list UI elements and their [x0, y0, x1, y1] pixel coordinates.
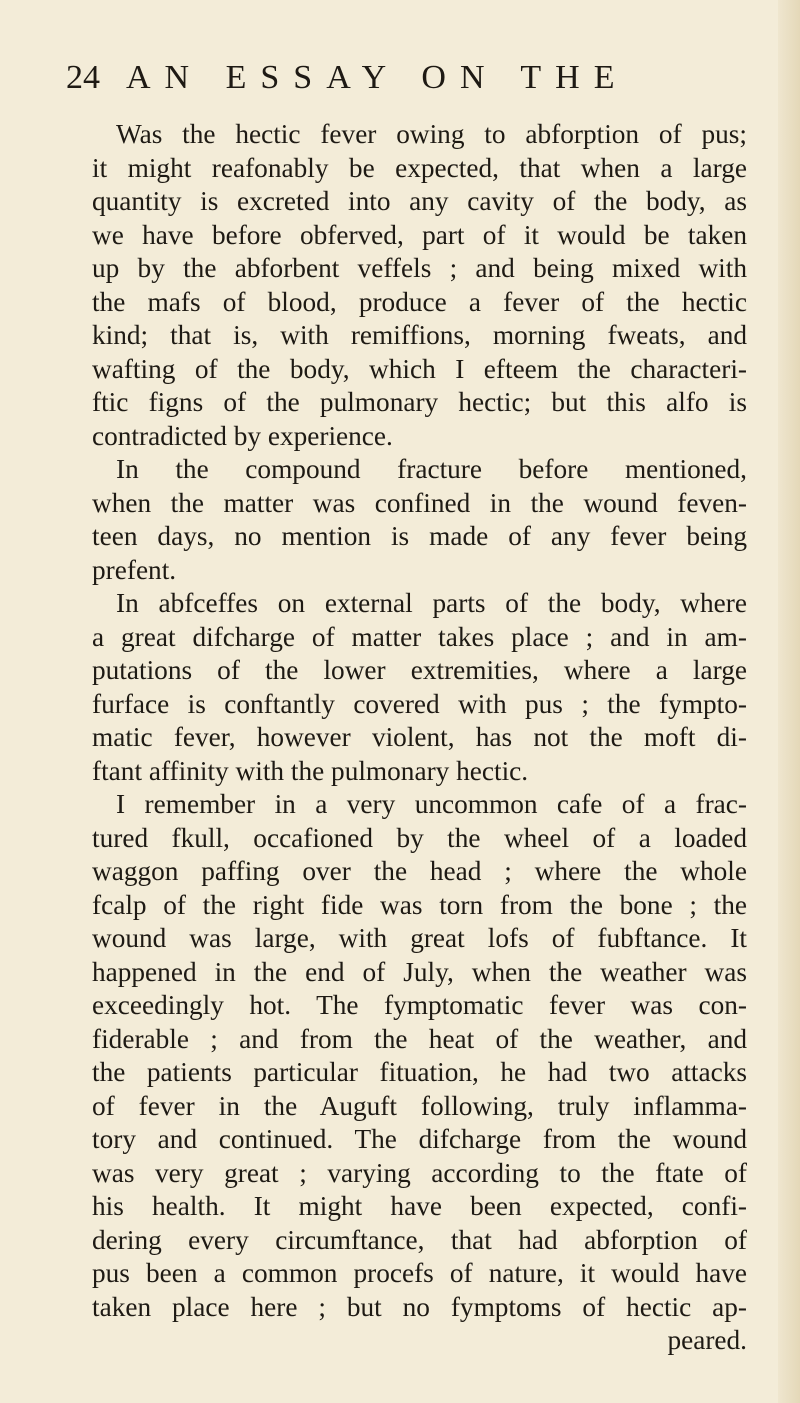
- text-line: ftant affinity with the pulmonary hectic.: [92, 755, 529, 786]
- text-line: a great difcharge of matter takes place ; and in am-: [92, 621, 747, 652]
- text-line: up by the abforbent veffels ; and being mixed with: [92, 253, 747, 283]
- paragraph: [92, 587, 747, 788]
- text-line: matic fever, however violent, has not the moft di-: [92, 722, 747, 752]
- text-line: wound was large, with great lofs of fubftance. It: [92, 923, 747, 953]
- text-line: Was the hectic fever owing to abforption of pus;: [116, 119, 747, 149]
- text-line: furface is conftantly covered with pus ; the fympto-: [92, 688, 747, 719]
- text-line: prefent.: [92, 554, 177, 585]
- text-line: we have before obferved, part of it would be taken: [92, 219, 747, 250]
- text-line: ftic figns of the pulmonary hectic; but this alfo is: [92, 387, 747, 417]
- text-line: pus been a common procefs of nature, it would have: [92, 1258, 747, 1288]
- text-line: peared.: [667, 1325, 747, 1355]
- text-line: wafting of the body, which I efteem the characteri-: [92, 353, 747, 384]
- text-line: it might reafonably be expected, that when a large: [92, 152, 747, 183]
- text-line: contradicted by experience.: [92, 420, 393, 451]
- paragraph: [92, 453, 747, 587]
- text-line: tured fkull, occafioned by the wheel of a loaded: [92, 822, 747, 853]
- paragraph: [92, 788, 747, 1358]
- text-line: fcalp of the right fide was torn from the bone ; the: [92, 889, 747, 920]
- text-line: In the compound fracture before mentioned,: [116, 454, 747, 484]
- text-line: waggon paffing over the head ; where the whole: [92, 856, 747, 886]
- text-line: teen days, no mention is made of any fever being: [92, 521, 747, 551]
- text-line: kind; that is, with remiffions, morning fweats, and: [92, 320, 747, 350]
- text-line: In abfceffes on external parts of the body, where: [116, 588, 747, 618]
- text-line: fiderable ; and from the heat of the weather, and: [92, 1023, 747, 1054]
- text-line: putations of the lower extremities, where a large: [92, 655, 747, 685]
- text-line: happened in the end of July, when the weather was: [92, 956, 747, 987]
- page-number: 24: [66, 59, 100, 96]
- page-edge: [778, 0, 800, 1403]
- text-line: quantity is excreted into any cavity of the body, as: [92, 186, 747, 216]
- text-line: of fever in the Auguft following, truly inflamma-: [92, 1090, 747, 1121]
- paragraph: [92, 118, 747, 453]
- running-title: AN ESSAY ON THE: [126, 59, 629, 96]
- text-line: exceedingly hot. The fymptomatic fever was con-: [92, 990, 747, 1020]
- text-line: was very great ; varying according to the ftate of: [92, 1157, 747, 1188]
- text-line: his health. It might have been expected, confi-: [92, 1191, 747, 1221]
- text-line: dering every circumftance, that had abforption of: [92, 1224, 747, 1255]
- text-line: I remember in a very uncommon cafe of a frac-: [116, 789, 747, 819]
- body-text: [92, 118, 747, 1358]
- text-line: the mafs of blood, produce a fever of the hectic: [92, 286, 747, 317]
- text-line: the patients particular fituation, he had two attacks: [92, 1057, 747, 1087]
- text-line: when the matter was confined in the wound feven-: [92, 487, 747, 518]
- text-line: tory and continued. The difcharge from the wound: [92, 1124, 747, 1154]
- running-header: [66, 58, 766, 98]
- text-line: taken place here ; but no fymptoms of hectic ap-: [92, 1291, 747, 1322]
